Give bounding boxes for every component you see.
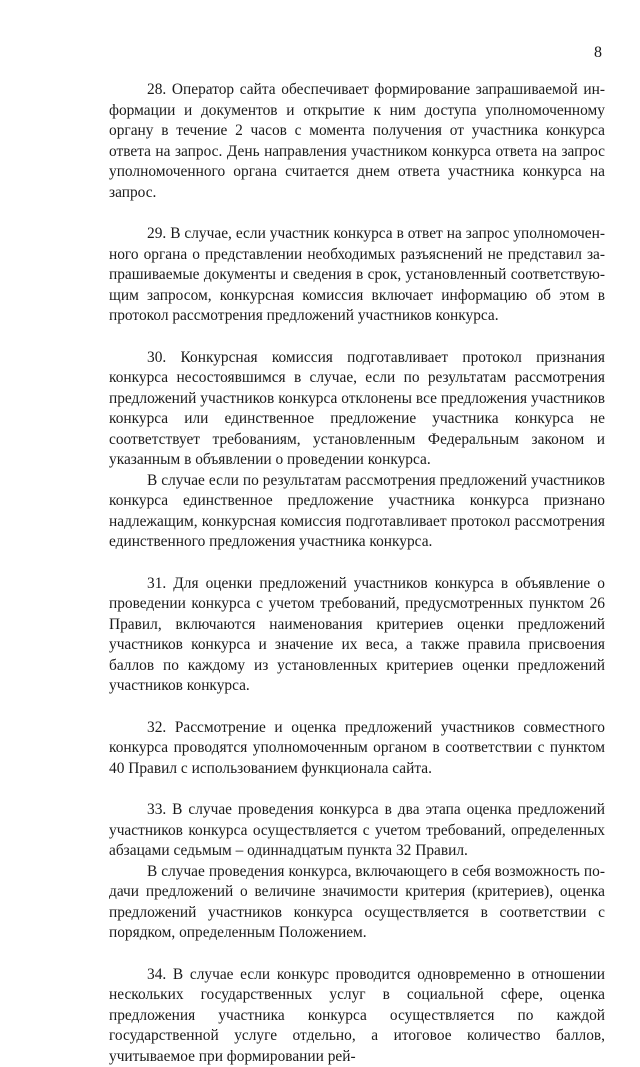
page-number: 8 [594,43,602,63]
paragraph-33: 33. В случае проведения конкурса в два этапа оценка предложений участников конкурса осуществляется с учетом требований, определенных абзацами седьмым – одиннадцатым пункта 32 Правил. [109,800,605,862]
paragraph-34: 34. В случае если конкурс проводится одновременно в отношении нескольких государственных услуг в социальной сфере, оценка предложения участника конкурса осуществляется по каждой государственной услуге отдельно, а итоговое количество баллов, учитываемое при формировании рей- [109,965,605,1067]
document-body [109,80,605,1067]
paragraph-31: 31. Для оценки предложений участников конкурса в объявление о проведении конкурса с учетом требований, предусмотренных пунктом 26 Правил, включаются наименования критериев оценки предложений участников конкурса и значение их веса, а также правила присвоения баллов по каждому из установленных критериев оценки предложений участников конкурса. [109,574,605,697]
paragraph-30-cont: В случае если по результатам рассмотрения предложений участников конкурса единственное предложение участника конкурса признано надлежащим, конкурсная комиссия подготавливает протокол рассмотрения единственного предложения участника конкурса. [109,471,605,553]
paragraph-29: 29. В случае, если участник конкурса в ответ на запрос уполномоченного органа о представлении необходимых разъяснений не представил запрашиваемые документы и сведения в срок, установленный соответствующим запросом, конкурсная комиссия включает информацию об этом в протокол рассмотрения предложений участников конкурса. [109,224,605,327]
paragraph-33-cont: В случае проведения конкурса, включающего в себя возможность подачи предложений о величине значимости критерия (критериев), оценка предложений участников конкурса осуществляется в соответствии с порядком, определенным Положением. [109,862,605,944]
paragraph-30: 30. Конкурсная комиссия подготавливает протокол признания конкурса несостоявшимся в случае, если по результатам рассмотрения предложений участников конкурса отклонены все предложения участников конкурса или единственное предложение участника конкурса не соответствует требованиям, установленным Федеральным законом и указанным в объявлении о проведении конкурса. [109,348,605,471]
paragraph-32: 32. Рассмотрение и оценка предложений участников совместного конкурса проводятся уполномоченным органом в соответствии с пунктом 40 Правил с использованием функционала сайта. [109,718,605,780]
paragraph-28: 28. Оператор сайта обеспечивает формирование запрашиваемой информации и документов и открытие к ним доступа уполномоченному органу в течение 2 часов с момента получения от участника конкурса ответа на запрос. День направления участником конкурса ответа на запрос уполномоченного органа считается днем ответа участника конкурса на запрос. [109,80,605,203]
